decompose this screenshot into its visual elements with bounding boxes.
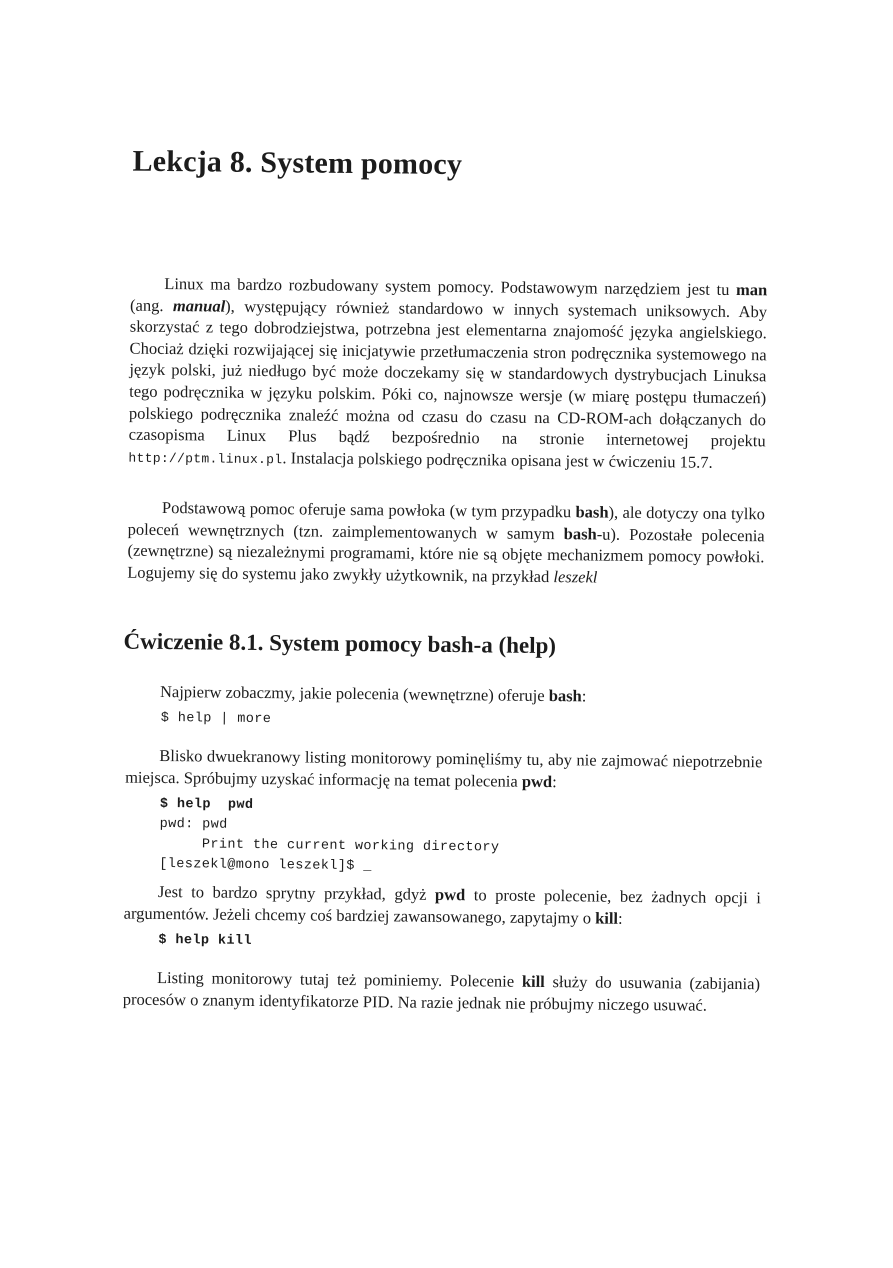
man-command: man — [735, 279, 768, 300]
intro-paragraph: Linux ma bardzo rozbudowany system pomocy. Podstawowym narzędziem jest tu man (ang. manual), występujący również standardowo w innych systemach uniksowych. Aby skorzystać z tego dobrodziejstwa, potrzebna jest elementarna znajomość języka angielskiego. Chociaż dzięki rozwijającej się inicjatywie przetłumaczenia stron podręcznika systemowego na język polski, już niedługo być może doczekamy się w standardowych dystrybucjach Linuksa tego podręcznika w języku polskim. Póki co, najnowsze wersje (w miarę postępu tłumaczeń) polskiego podręcznika znaleźć można od czasu do czasu na CD-ROM-ach dołączanych do czasopisma Linux Plus bądź bezpośrednio na stronie internetowej projektu http://ptm.linux.pl. Instalacja polskiego podręcznika opisana jest w ćwiczeniu 15.7. — [128, 273, 768, 472]
kill-intro-paragraph: Jest to bardzo sprytny przykład, gdyż pwd to proste polecenie, bez żadnych opcji i argumentów. Jeżeli chcemy coś bardziej zawansowanego, zapytajmy o kill: — [123, 881, 761, 928]
help-kill-command: $ help kill — [158, 932, 253, 949]
bash-help-paragraph: Podstawową pomoc oferuje sama powłoka (w tym przypadku bash), ale dotyczy ona tylko poleceń wewnętrznych (tzn. zaimplementowanych w samym bash-u). Pozostałe polecenia (zewnętrzne) są niezależnymi programami, które nie są objęte mechanizmem pomocy powłoki. Logujemy się do systemu jako zwykły użytkownik, na przykład leszekl — [127, 497, 766, 587]
bash-command: bash — [548, 686, 582, 706]
pwd-code-listing — [159, 795, 500, 879]
manual-term: manual — [172, 295, 226, 316]
exercise-intro: Najpierw zobaczmy, jakie polecenia (wewnętrzne) oferuje bash: — [159, 681, 587, 706]
pwd-command: pwd — [434, 884, 466, 905]
exercise-title: Ćwiczenie 8.1. System pomocy bash-a (help) — [123, 628, 557, 659]
kill-paragraph: Listing monitorowy tutaj też pominiemy. Polecenie kill służy do usuwania (zabijania) procesów o znanym identyfikatorze PID. Na razie jednak nie próbujmy niczego usuwać. — [122, 967, 761, 1015]
code-line: pwd: pwd — [159, 816, 228, 833]
code-line: [leszekl@mono leszekl]$ _ — [159, 856, 372, 875]
pwd-paragraph: Blisko dwuekranowy listing monitorowy pominęliśmy tu, aby nie zajmować niepotrzebnie miejsca. Spróbujmy uzyskać informację na temat polecenia pwd: — [125, 745, 763, 791]
username: leszekl — [553, 566, 598, 587]
kill-command: kill — [521, 971, 545, 992]
code-line: Print the current working directory — [159, 836, 500, 856]
help-more-command: $ help | more — [160, 710, 272, 728]
pwd-command: pwd — [521, 771, 553, 791]
code-line: $ help pwd — [159, 796, 254, 813]
bash-command-inline: bash — [563, 523, 597, 544]
bash-command: bash — [575, 502, 609, 522]
lesson-title: Lekcja 8. System pomocy — [132, 144, 463, 182]
project-url: http://ptm.linux.pl — [128, 450, 283, 467]
kill-command: kill — [595, 908, 619, 928]
